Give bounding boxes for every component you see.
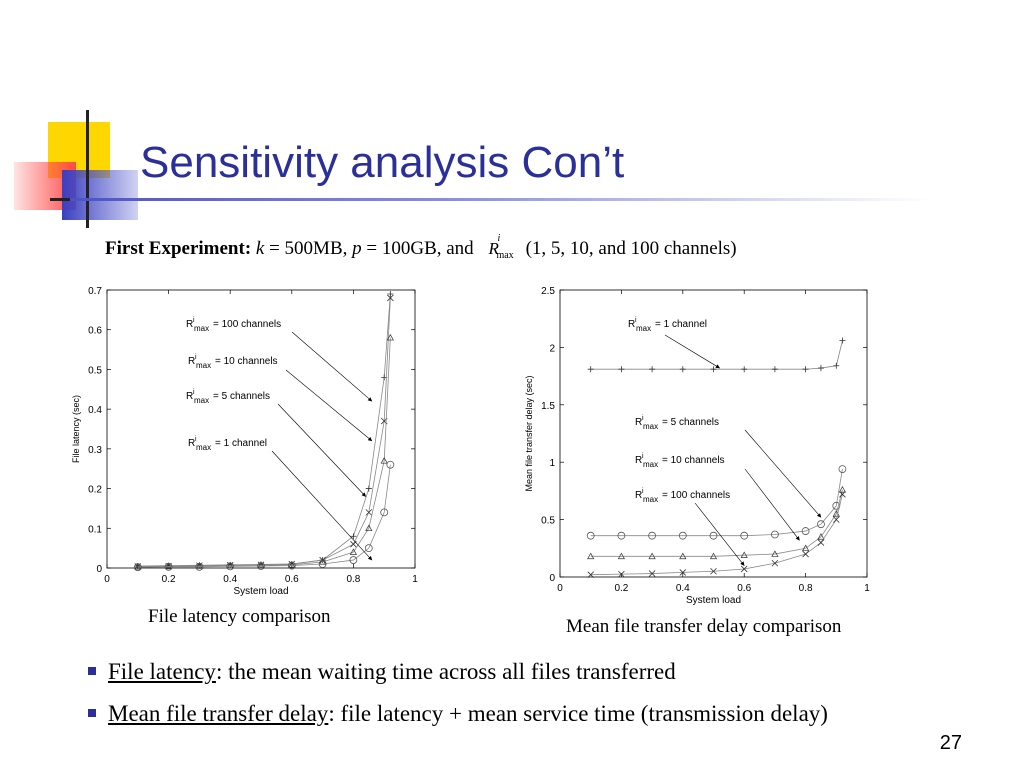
- subtitle-lead: First Experiment:: [105, 238, 252, 259]
- y-tick-label: 0: [549, 573, 555, 584]
- subtitle-k-var: k: [255, 238, 265, 259]
- title-underline: [70, 198, 930, 201]
- transfer-delay-chart: [515, 280, 885, 610]
- y-axis-label: Mean file transfer delay (sec): [524, 375, 534, 492]
- curve-label-sub: max: [196, 443, 212, 452]
- bullet-square-icon: [88, 667, 96, 675]
- series-line: [591, 341, 843, 370]
- curve-label-text: = 10 channels: [662, 455, 725, 466]
- plot-frame: [107, 290, 415, 568]
- x-tick-label: 0.8: [346, 574, 361, 585]
- definition-file-latency: : the mean waiting time across all files transferred: [215, 659, 676, 684]
- data-point: [818, 540, 824, 546]
- y-tick-label: 0.5: [541, 515, 555, 527]
- curve-label-r: R: [186, 391, 194, 402]
- curve-label-text: = 100 channels: [213, 319, 282, 330]
- curve-label-sub: max: [643, 495, 659, 504]
- curve-label: [186, 389, 270, 405]
- annotation-arrow: [286, 370, 372, 441]
- experiment-subtitle: [105, 233, 737, 261]
- series-0: [135, 291, 394, 569]
- curve-label-sub: max: [643, 460, 659, 469]
- series-line: [138, 465, 391, 567]
- data-point: [833, 517, 839, 523]
- annotation-arrow: [745, 469, 799, 540]
- curve-label-r: R: [635, 455, 643, 466]
- y-tick-label: 0.5: [88, 365, 102, 377]
- y-tick-label: 1.5: [541, 400, 555, 412]
- subtitle-k-value: = 500MB,: [264, 238, 353, 259]
- r-symbol: R: [488, 239, 499, 258]
- curve-label-text: = 10 channels: [215, 356, 278, 367]
- curve-label-text: = 5 channels: [662, 417, 719, 428]
- annotation-arrow: [278, 404, 366, 497]
- curve-label-sup: i: [642, 453, 644, 460]
- curve-label-r: R: [635, 490, 643, 501]
- series-1: [587, 466, 846, 540]
- curve-label-sup: i: [642, 415, 644, 422]
- data-point: [649, 366, 655, 372]
- series-line: [138, 294, 391, 566]
- curve-label-text: = 1 channel: [655, 319, 707, 330]
- y-axis-label: File latency (sec): [71, 394, 81, 464]
- curve-label-sub: max: [194, 396, 210, 405]
- subtitle-p-value: = 100GB, and: [361, 238, 479, 259]
- r-subscript: max: [496, 250, 514, 261]
- term-transfer-delay: Mean file transfer delay: [108, 701, 329, 726]
- x-tick-label: 1: [412, 574, 418, 585]
- file-latency-chart: [60, 280, 430, 600]
- curve-label-sup: i: [195, 354, 197, 361]
- x-tick-label: 0.4: [223, 574, 238, 585]
- curve-label: [628, 317, 707, 333]
- y-tick-label: 0.1: [88, 524, 102, 536]
- curve-label-text: = 5 channels: [213, 391, 270, 402]
- term-file-latency: File latency: [108, 659, 216, 684]
- y-tick-label: 0.3: [88, 444, 102, 456]
- slide-title: Sensitivity analysis Con’t: [140, 138, 625, 187]
- curve-label-r: R: [186, 319, 194, 330]
- curve-label-sub: max: [636, 324, 652, 333]
- subtitle-tail: (1, 5, 10, and 100 channels): [520, 238, 737, 259]
- r-max-symbol: [488, 233, 514, 261]
- data-point: [839, 338, 845, 344]
- y-tick-label: 0.7: [88, 286, 102, 297]
- curve-label-sup: i: [642, 488, 644, 495]
- curve-label: [635, 453, 725, 469]
- data-point: [803, 366, 809, 372]
- x-tick-label: 0: [557, 583, 563, 594]
- bullet-file-latency: [88, 656, 938, 688]
- data-point: [833, 363, 839, 369]
- x-tick-label: 0: [104, 574, 110, 585]
- data-point: [618, 366, 624, 372]
- series-1: [135, 295, 394, 569]
- curve-label-r: R: [188, 438, 196, 449]
- x-tick-label: 0.6: [284, 574, 299, 585]
- y-tick-label: 0.2: [88, 484, 102, 496]
- data-point: [741, 366, 747, 372]
- curve-label-sup: i: [195, 436, 197, 443]
- data-point: [818, 365, 824, 371]
- curve-label-r: R: [628, 319, 636, 330]
- y-tick-label: 1: [549, 458, 555, 470]
- annotation-arrow: [665, 335, 720, 368]
- curve-label-text: = 1 channel: [215, 438, 267, 449]
- x-tick-label: 0.4: [675, 583, 690, 594]
- right-chart-caption: Mean file transfer delay comparison: [566, 616, 842, 637]
- y-tick-label: 0.6: [88, 325, 102, 337]
- x-axis-label: System load: [685, 595, 742, 606]
- data-point: [803, 551, 809, 557]
- x-tick-label: 0.2: [161, 574, 176, 585]
- left-chart-caption: File latency comparison: [148, 606, 331, 627]
- curve-label-sup: i: [635, 317, 637, 324]
- x-tick-label: 1: [864, 583, 870, 594]
- deco-vertical-line: [86, 110, 89, 228]
- bullet-transfer-delay: [88, 698, 938, 730]
- y-tick-label: 2.5: [541, 286, 555, 297]
- curve-label-text: = 100 channels: [662, 490, 731, 501]
- curve-label: [188, 436, 267, 452]
- r-superscript: i: [497, 233, 501, 244]
- curve-label: [186, 317, 281, 333]
- page-number: 27: [939, 732, 962, 754]
- curve-label-sub: max: [194, 324, 210, 333]
- definition-transfer-delay: : file latency + mean service time (transmission delay): [328, 701, 828, 726]
- curve-label-sup: i: [193, 317, 195, 324]
- curve-label-sub: max: [196, 361, 212, 370]
- series-line: [591, 469, 843, 536]
- y-tick-label: 0: [96, 564, 102, 575]
- series-2: [135, 335, 394, 570]
- curve-label-sup: i: [193, 389, 195, 396]
- annotation-arrow: [272, 451, 372, 560]
- annotation-arrow: [745, 430, 821, 517]
- curve-label-sub: max: [643, 422, 659, 431]
- annotation-arrow: [292, 332, 372, 401]
- curve-label-r: R: [635, 417, 643, 428]
- y-tick-label: 2: [549, 343, 555, 355]
- bullet-square-icon: [88, 709, 96, 717]
- data-point: [680, 366, 686, 372]
- curve-label: [635, 415, 719, 431]
- data-point: [772, 366, 778, 372]
- deco-blue-square: [62, 170, 138, 220]
- series-line: [138, 298, 391, 566]
- data-point: [711, 366, 717, 372]
- x-tick-label: 0.6: [737, 583, 752, 594]
- series-line: [138, 338, 391, 567]
- subtitle-p-var: p: [352, 238, 362, 259]
- data-point: [366, 486, 372, 492]
- x-tick-label: 0.2: [614, 583, 629, 594]
- curve-label: [188, 354, 278, 370]
- curve-label: [635, 488, 730, 504]
- definition-list: [88, 656, 938, 740]
- y-tick-label: 0.4: [88, 405, 102, 417]
- curve-label-r: R: [188, 356, 196, 367]
- data-point: [588, 366, 594, 372]
- series-0: [588, 338, 846, 373]
- x-axis-label: System load: [233, 586, 289, 597]
- x-tick-label: 0.8: [798, 583, 813, 594]
